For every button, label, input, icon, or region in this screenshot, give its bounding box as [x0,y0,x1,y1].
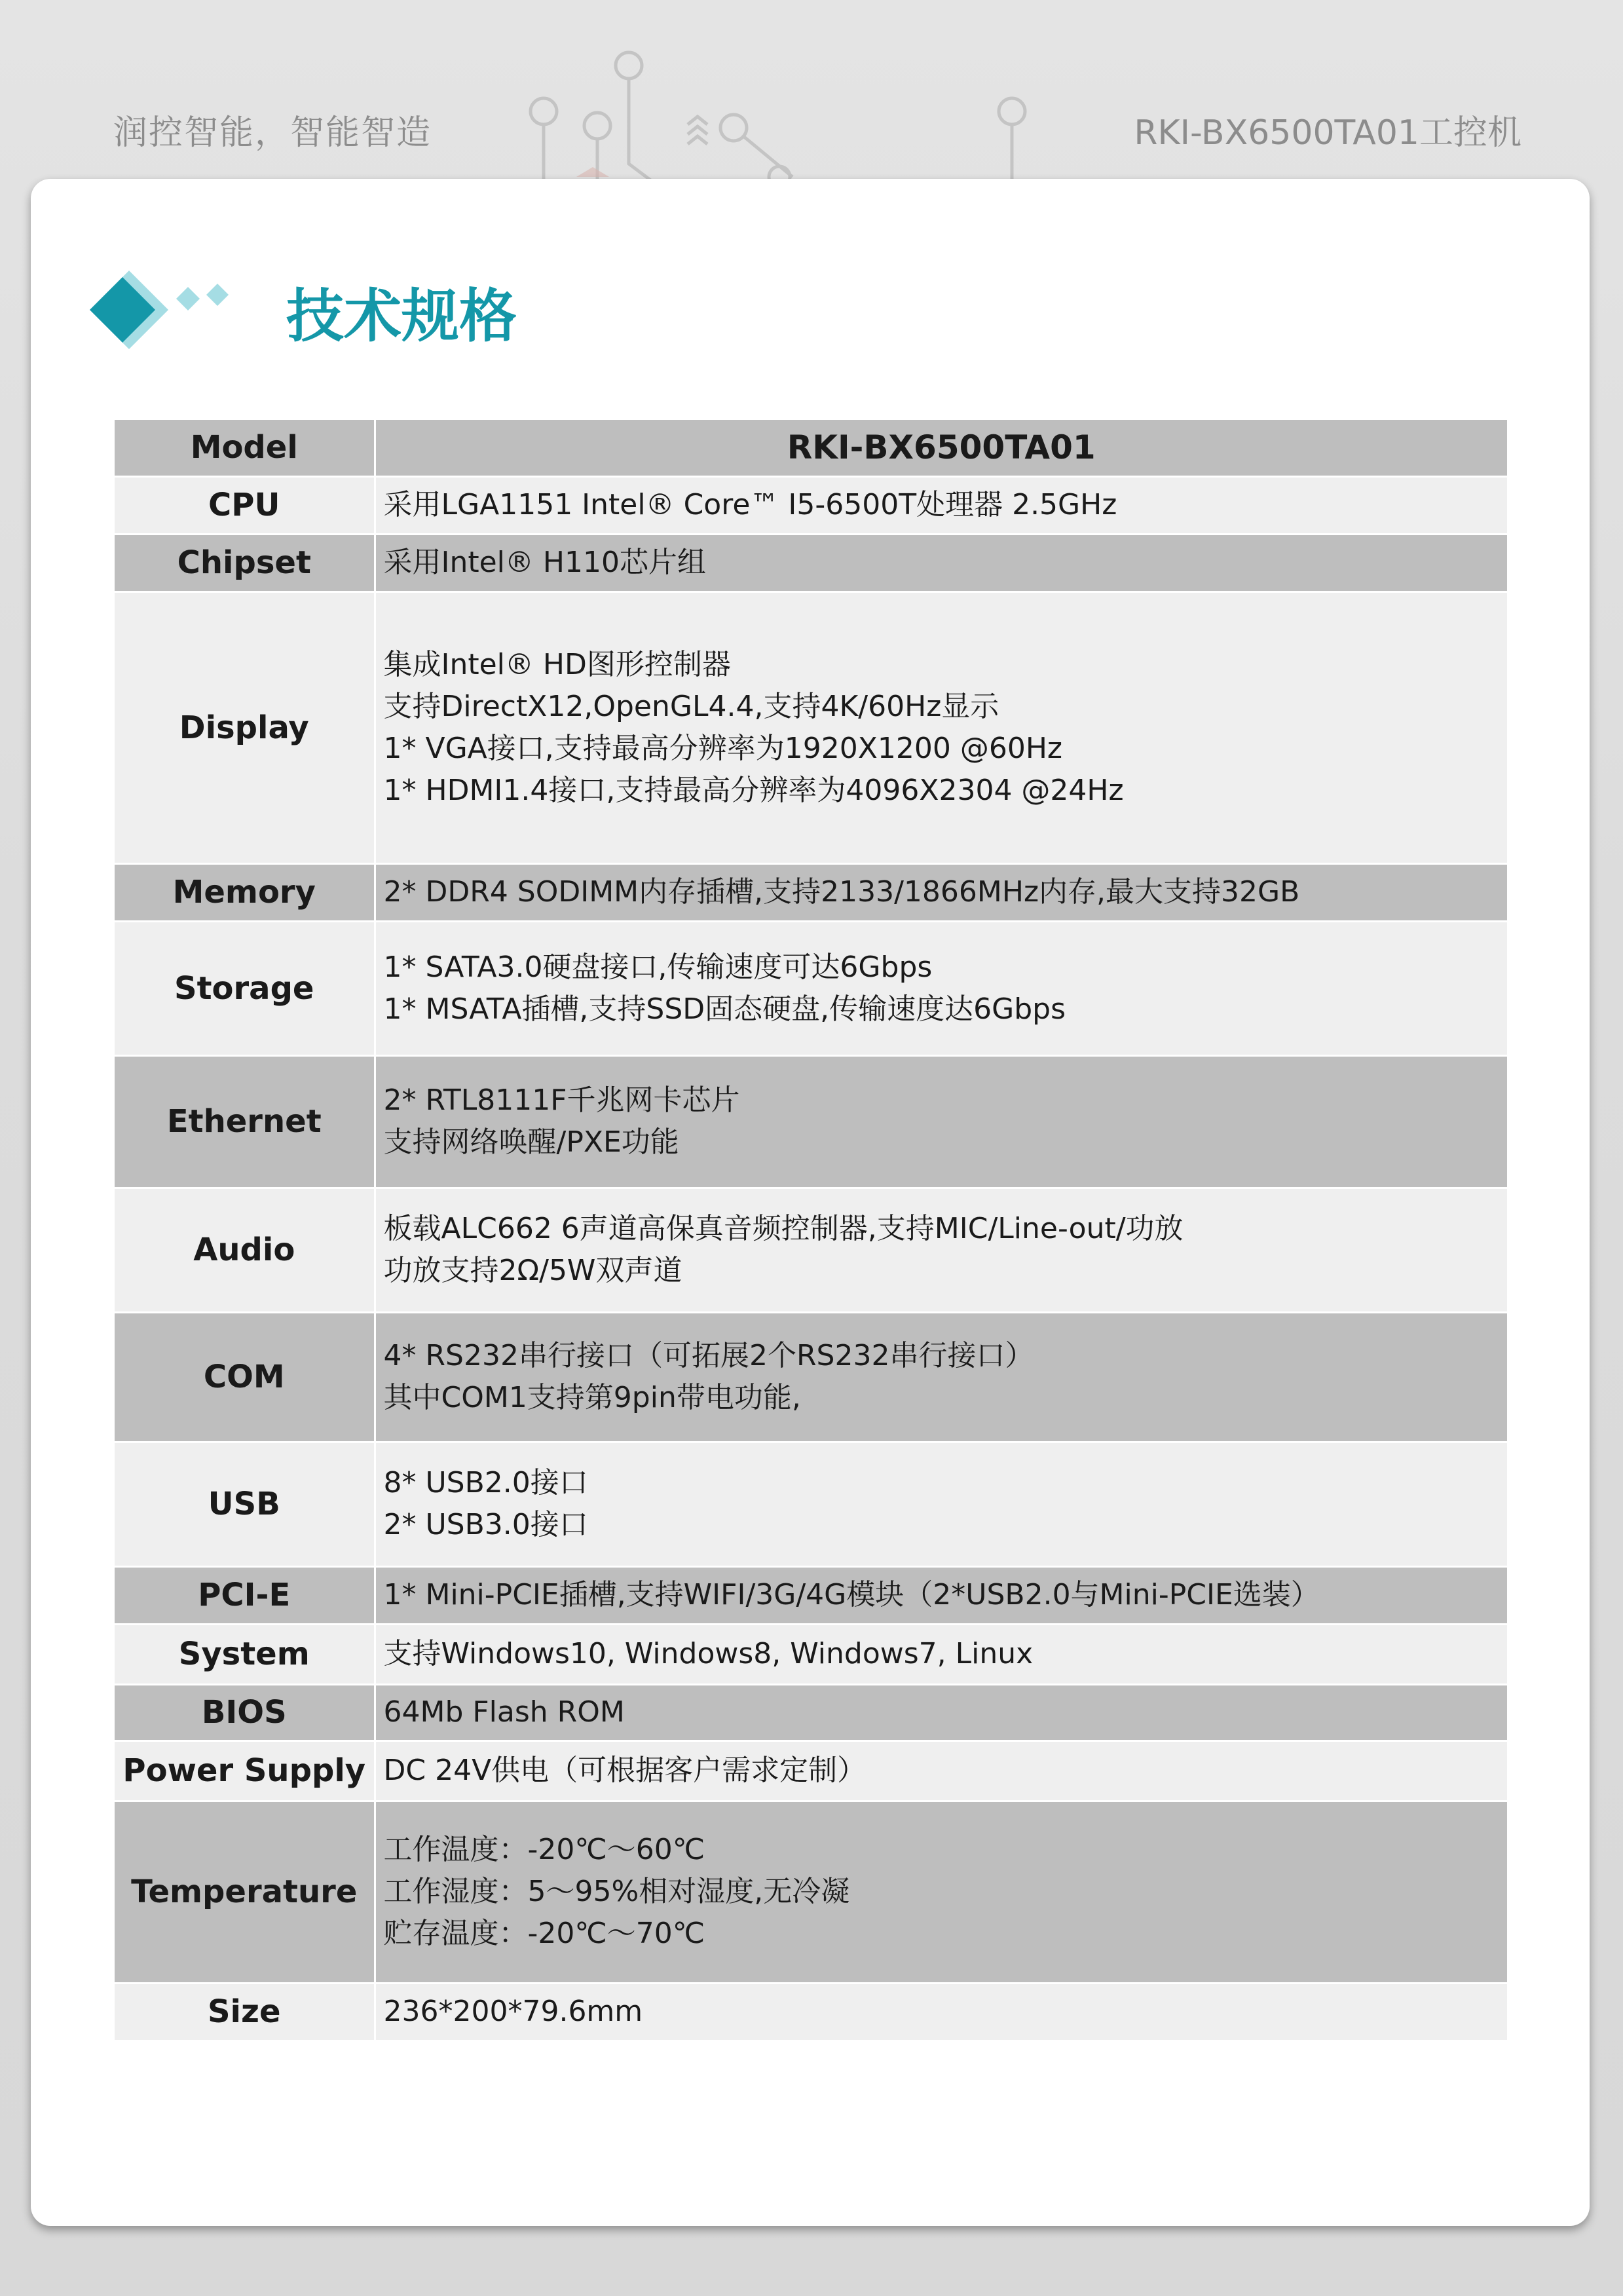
spec-label: Storage [115,921,375,1055]
spec-value-line: 4* RS232串行接口（可拓展2个RS232串行接口） [383,1339,1034,1372]
spec-label: Chipset [115,534,375,592]
spec-row-ethernet [115,1055,1507,1188]
spec-value-line: 1* HDMI1.4接口,支持最高分辨率为4096X2304 @24Hz [383,773,1124,807]
spec-value-line: 8* USB2.0接口 [383,1466,588,1499]
spec-value-line: 2* DDR4 SODIMM内存插槽,支持2133/1866MHz内存,最大支持32GB [383,875,1300,909]
spec-value-line: 工作温度：-20℃～60℃ [383,1833,705,1866]
page-header [0,0,1623,177]
spec-row-model [115,420,1507,476]
spec-value [375,1566,1507,1624]
spec-row-temperature [115,1801,1507,1983]
spec-value [375,420,1507,476]
spec-value-line: 1* MSATA插槽,支持SSD固态硬盘,传输速度达6Gbps [383,992,1066,1026]
spec-table [115,420,1507,2042]
spec-value-line: 集成Intel® HD图形控制器 [383,647,731,681]
spec-label: USB [115,1442,375,1566]
spec-row-bios [115,1684,1507,1741]
spec-row-audio [115,1188,1507,1312]
spec-row-chipset [115,534,1507,592]
spec-value-line: 其中COM1支持第9pin带电功能, [383,1381,801,1414]
diamond-icon [83,264,280,349]
spec-value [375,921,1507,1055]
circuit-decoration [498,39,1074,183]
spec-value [375,863,1507,921]
spec-row-storage [115,921,1507,1055]
spec-label: BIOS [115,1684,375,1741]
spec-value-line: 2* RTL8111F千兆网卡芯片 [383,1083,740,1117]
spec-value [375,1801,1507,1983]
spec-label: Model [115,420,375,476]
spec-label: CPU [115,476,375,534]
spec-row-size [115,1983,1507,2041]
spec-value-line: 支持Windows10, Windows8, Windows7, Linux [383,1637,1034,1670]
spec-value [375,1624,1507,1684]
spec-label: Audio [115,1188,375,1312]
spec-value-line: 1* Mini-PCIE插槽,支持WIFI/3G/4G模块（2*USB2.0与Mini-PCIE选装） [383,1578,1320,1611]
spec-label: PCI-E [115,1566,375,1624]
spec-value [375,1983,1507,2041]
spec-value-line: 板载ALC662 6声道高保真音频控制器,支持MIC/Line-out/功放 [383,1212,1184,1245]
spec-label: Temperature [115,1801,375,1983]
spec-label: COM [115,1312,375,1442]
spec-value-line: DC 24V供电（可根据客户需求定制） [383,1754,867,1787]
spec-value-line: 贮存温度：-20℃～70℃ [383,1917,705,1950]
spec-value-line: 支持DirectX12,OpenGL4.4,支持4K/60Hz显示 [383,689,999,723]
spec-value [375,476,1507,534]
company-slogan: 润控智能，智能智造 [113,113,432,153]
spec-label: Ethernet [115,1055,375,1188]
spec-value [375,1684,1507,1741]
spec-row-pci-e [115,1566,1507,1624]
spec-value-line: 采用Intel® H110芯片组 [383,546,706,579]
spec-row-cpu [115,476,1507,534]
spec-value [375,1312,1507,1442]
spec-value [375,534,1507,592]
section-title: 技术规格 [286,282,517,350]
spec-label: System [115,1624,375,1684]
spec-value-line: 1* SATA3.0硬盘接口,传输速度可达6Gbps [383,950,933,984]
spec-value-line: 工作湿度：5～95%相对湿度,无冷凝 [383,1875,850,1908]
spec-value [375,1188,1507,1312]
spec-label: Display [115,592,375,863]
spec-value-line: 采用LGA1151 Intel® Core™ I5-6500T处理器 2.5GHz [383,488,1117,521]
spec-row-system [115,1624,1507,1684]
spec-label: Memory [115,863,375,921]
spec-value-line: 支持网络唤醒/PXE功能 [383,1125,679,1159]
section-header [83,264,607,349]
spec-value [375,1442,1507,1566]
spec-value-line: 1* VGA接口,支持最高分辨率为1920X1200 @60Hz [383,731,1063,765]
spec-row-memory [115,863,1507,921]
spec-value [375,1055,1507,1188]
spec-row-usb [115,1442,1507,1566]
spec-value [375,592,1507,863]
spec-row-display [115,592,1507,863]
spec-card [31,179,1590,2226]
spec-row-power-supply [115,1741,1507,1801]
spec-value-line: 236*200*79.6mm [383,1995,643,2028]
spec-value [375,1741,1507,1801]
spec-value-line: 64Mb Flash ROM [383,1695,625,1729]
spec-value-line: 2* USB3.0接口 [383,1508,588,1541]
spec-label: Power Supply [115,1741,375,1801]
spec-row-com [115,1312,1507,1442]
spec-value-line: 功放支持2Ω/5W双声道 [383,1254,682,1287]
spec-label: Size [115,1983,375,2041]
product-name-header: RKI-BX6500TA01工控机 [1134,113,1521,153]
spec-value-line: RKI-BX6500TA01 [787,428,1096,467]
